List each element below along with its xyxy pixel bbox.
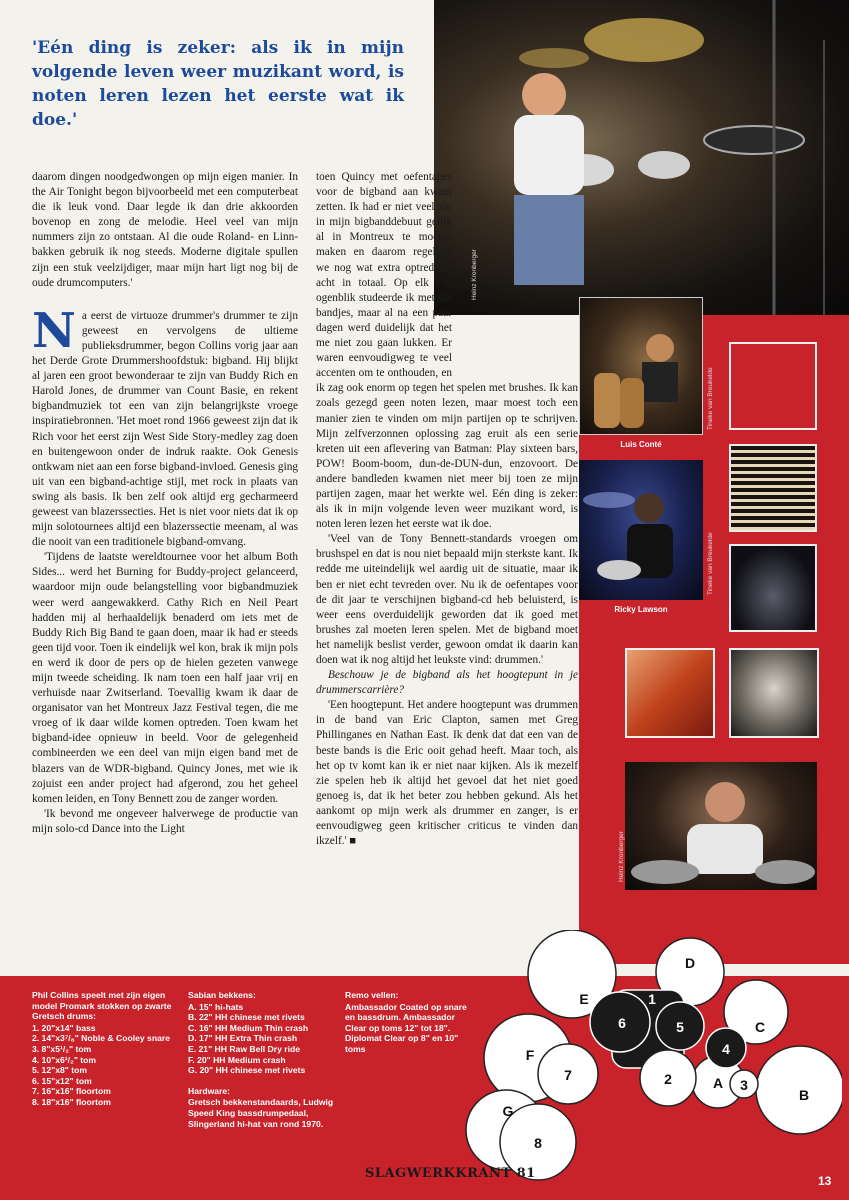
luis-conte-photo [579,297,703,435]
album-cover-2 [729,444,817,532]
column2-paragraph-2: 'Veel van de Tony Bennett-standards vroegen om brushspel en dat is nou niet bepaald mijn sterkste kant. Ik redde me uiteindelijk wel aardig uit de situatie, maar ik ben er niet echt tevreden over. Nu ik de oefentapes voor de dit jaar te verschijnen bigband-cd heb beluisterd, is weer eens overduidelijk geworden dat ik goed met brushes zal moeten leren spelen. Met de bigband moet het namelijk beslist verder, gewoon omdat ik daarin kan doen wat ik nog altijd het leukste vind: drummen.' [316,533,578,666]
kit-cymbal-item: G. 20" HH chinese met rivets [188,1065,306,1076]
column2-paragraph-1-full: toen Quincy met oefentapes voor de bigband aan kwam zetten. Ik had er niet veel zin in mijn bigbanddebuut gelijk al in Montreux te moeten maken en daarom regelden we nog wat extra optredens, acht in totaal. Op elk vrij ogenblik studeerde ik met die bandjes, maar al na een paar dagen werd duidelijk dat het me niet zou gaan lukken. Er waren eenvoudigweg te veel accenten om te onthouden, en ik zag ook enorm op tegen het spelen met brushes. Ik kan zoals gezegd geen noten lezen, maar moest toch een manier zien te vinden om mijn partijen op te schrijven. Mijn zelfverzonnen oplossing zag eruit als een serie kreten uit een aflevering van Batman: Play sixteen bars, POW! Boom-boom, dun-de-DUN-dun, enzovoort. De andere bandleden kwamen niet meer bij toen ze mijn partijen zagen, maar het werkte wel. Eén ding is zeker: als ik in mijn volgende leven weer muzikant word, is noten leren lezen het eerste wat ik doe. [316,171,578,531]
kit-cymbal-item: E. 21" HH Raw Bell Dry ride [188,1043,301,1054]
label-f: F [525,1047,535,1063]
kit-hardware-text: Gretsch bekkenstandaards, Ludwig Speed King bassdrumpedaal, Slingerland hi-hat van rond 1970. [188,1097,334,1129]
label-4: 4 [722,1041,730,1057]
pull-quote: 'Eén ding is zeker: als ik in mijn volgende leven weer muzikant word, is noten leren lezen het eerste wat ik doe.' [32,38,404,130]
page-number: 13 [818,1174,832,1188]
label-7: 7 [564,1067,572,1083]
kit-hardware-heading: Hardware: [188,1085,231,1096]
ricky-lawson-photo [579,460,703,600]
photo-credit-2: Tineke van Breukelde [707,367,714,430]
article-column-1 [32,170,298,837]
kit-drums-list [32,990,182,1108]
label-e: E [579,991,589,1007]
kit-drum-item: 5. 12"x8" tom [32,1065,87,1076]
kit-cymbal-item: F. 20" HH Medium crash [188,1054,286,1065]
album-cover-1 [729,342,817,430]
label-a: A [712,1075,724,1091]
kit-drum-item: 4. 10"x6¹/₂" tom [32,1054,97,1065]
kit-cymbal-item: D. 17" HH Extra Thin crash [188,1033,298,1044]
closeup-illustration [625,762,817,890]
drop-cap: N [32,302,76,359]
label-3: 3 [740,1077,748,1093]
kit-drum-item: 2. 14"x3⁷/₈" Noble & Cooley snare [32,1033,170,1044]
kit-heads-text: Ambassador Coated op snare en bassdrum. Ambassador Clear op toms 12" tot 18". Diplomat Clear op 8" en 10" toms [345,1001,467,1054]
kit-drum-item: 8. 18"x16" floortom [32,1096,111,1107]
conga-illustration [580,298,703,435]
column1-intro: daarom dingen noodgedwongen op mijn eigen manier. In the Air Tonight begon bijvoorbeeld met een computerbeat die ik leuk vond. Daar legde ik dan drie akkoorden bovenop en zong de melodie. Heel veel van mijn nummers zijn zo ontstaan. Al die oude Roland- en Linn-bakken gebruik ik nog steeds. Moderne digitale spullen zijn een stuk veelzijdiger, maar mijn hart ligt nog bij de oude drumcomputers.' [32,171,298,289]
kit-heads-heading: Remo vellen: [345,990,399,1000]
kit-drum-item: 3. 8"x5¹/₂" tom [32,1043,92,1054]
label-d: D [684,955,696,971]
column1-paragraph-2: 'Tijdens de laatste wereldtournee voor het album Both Sides... werd het Burning for Buddy-project gelanceerd, waardoor mijn oude belangstelling voor bigbandmuziek weer werd aangewakkerd. Cathy Rich en Neil Peart hadden mij al herhaaldelijk benaderd om iets met de Buddy Rich Big Band te gaan doen, maar ik had er steeds geen tijd voor. Toen ik eindelijk wel kon, brak ik mijn pols en werd ik door de pers op de hielen gezeten vanwege mijn tweede scheiding. Ik nam toen een half jaar vrij en verhuisde naar Zwitserland. Toevallig kwam ik daar de organisator van het Montreux Jazz Festival tegen, die me vroeg of ik daar wilde komen optreden. Toen kwam het bigband-idee opnieuw in beeld. Voor de gelegenheid combineerden we een deel van mijn eigen band met de blazers van de WDR-bigband. Quincy Jones, met wie ik zojuist een ander project had afgerond, zou het geheel komen leiden, en Tony Bennett zou de zanger worden. [32,551,298,805]
column1-paragraph-1: Na eerst de virtuoze drummer's drummer te zijn geweest en vervolgens de ultieme publieksdrummer, begon Collins vorig jaar aan het Derde Grote Drummershoofdstuk: bigband. Hij blijkt al jaren een groot bewonderaar te zijn van Buddy Rich en Harold Jones, de drummer van Count Basie, en rekent bigbandmuziek tot een van zijn belangrijkste vroege inspiratiebronnen. 'Het moet rond 1966 geweest zijn dat ik Rich voor het eerst zijn West Side Story-medley zag doen en buitengewoon onder de indruk raakte. Ook Genesis ontkwam niet aan een forse bigband-invloed. Genesis ging uit van een bigband-achtige stijl, met rock in plaats van swing als basis. Ik ben zelf ook altijd erg gecharmeerd geweest van blazerssecties. Het is niet voor niets dat ik op mijn solotournees altijd een blazerssectie meenam, al was die nooit van een traditionele bigband-omvang. [32,302,298,549]
kit-cymbal-item: B. 22" HH chinese met rivets [188,1012,305,1023]
drummer-illustration [579,460,703,600]
column2-paragraph-3: 'Een hoogtepunt. Het andere hoogtepunt was drummen in de band van Eric Clapton, samen met Greg Phillinganes en Nathan East. Ik denk dat dat een van de beste bands is die Eric ooit gehad heeft. Maar toch, als het op tv komt kan ik er niet naar kijken. Als ik mezelf zie spelen heb ik altijd het gevoel dat het niet goed genoeg is, dat ik het beter zou hebben gekund. Als het aankomt op mijn werk als drummer en zanger, is er eenvoudigweg geen kritischer criticus te vinden dan ikzelf.' ■ [316,699,578,848]
label-8: 8 [534,1135,542,1151]
label-6: 6 [618,1015,626,1031]
kit-drum-item: 7. 16"x16" floortom [32,1086,111,1097]
kit-drum-item: 6. 15"x12" tom [32,1075,92,1086]
album-cover-5 [729,648,819,738]
kit-heads-list [345,990,475,1055]
label-b: B [798,1087,810,1103]
caption-luis-conte: Luis Conté [620,440,662,449]
label-5: 5 [676,1019,684,1035]
album-cover-3 [729,544,817,632]
caption-ricky-lawson: Ricky Lawson [614,605,668,614]
magazine-logo: SLAGWERKKRANT 81 [365,1166,536,1181]
photo-credit-3: Tineke van Breukelde [707,532,714,595]
kit-cymbal-item: A. 15" hi-hats [188,1001,244,1012]
photo-credit-1: Heinz Kronberger [471,249,478,300]
phil-collins-closeup-photo [625,762,817,890]
label-c: C [754,1019,766,1035]
label-2: 2 [664,1071,672,1087]
album-cover-4 [625,648,715,738]
label-g: G [502,1103,514,1119]
kit-drum-item: 1. 20"x14" bass [32,1022,96,1033]
column1-paragraph-3: 'Ik bevond me ongeveer halverwege de productie van mijn solo-cd Dance into the Light [32,807,298,835]
photo-credit-4: Heinz Kronberger [618,831,625,882]
kit-cymbals-heading: Sabian bekkens: [188,990,256,1000]
drumkit-setup-diagram [462,930,842,1190]
kit-cymbals-list [188,990,343,1129]
kit-cymbal-item: C. 16" HH Medium Thin crash [188,1022,309,1033]
kit-drums-heading: Phil Collins speelt met zijn eigen model Promark stokken op zwarte Gretsch drums: [32,990,172,1022]
article-column-2-continued [316,170,578,849]
interview-question: Beschouw je de bigband als het hoogtepunt in je drummerscarrière? [316,669,578,697]
label-1: 1 [648,991,656,1007]
